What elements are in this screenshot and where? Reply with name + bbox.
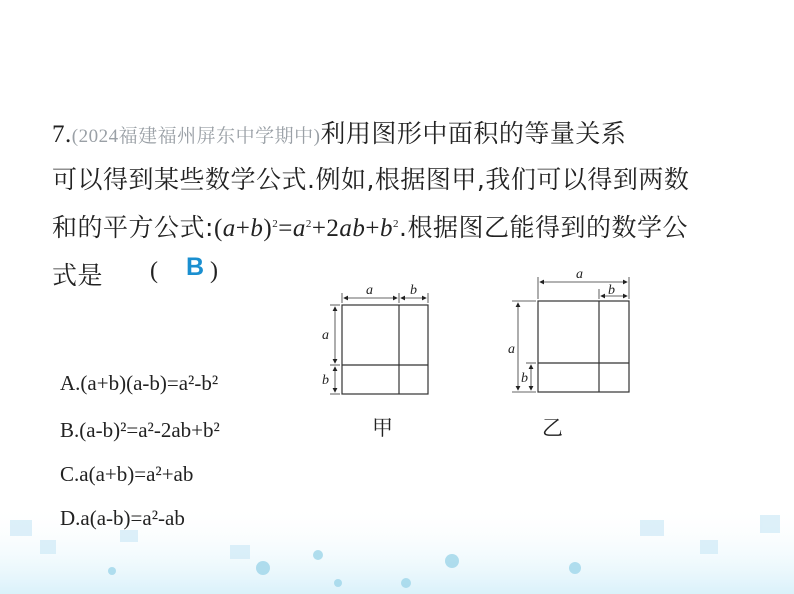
yi-outer-square bbox=[538, 301, 629, 392]
question-text-1: 利用图形中面积的等量关系 bbox=[320, 119, 627, 148]
yi-label-b-top: b bbox=[608, 283, 615, 298]
question-text-3-prefix: 和的平方公式: bbox=[52, 213, 214, 242]
question-text-4: 式是 bbox=[52, 261, 104, 290]
jia-label-b-left: b bbox=[322, 373, 329, 388]
jia-outer-square bbox=[342, 305, 428, 394]
formula-exponent: 2 bbox=[305, 218, 312, 230]
option-expression: (a+b)(a-b)=a²-b² bbox=[80, 371, 219, 395]
yi-label-b-left: b bbox=[521, 371, 528, 386]
formula-exponent: 2 bbox=[272, 218, 279, 230]
option-expression: a(a-b)=a²-ab bbox=[80, 506, 185, 530]
option-d bbox=[60, 506, 185, 531]
option-a bbox=[60, 371, 218, 396]
formula-var: a bbox=[292, 215, 306, 242]
formula-var: b bbox=[352, 215, 366, 242]
figure-yi-caption: 乙 bbox=[542, 416, 563, 440]
question-number: 7. bbox=[52, 121, 72, 148]
question-line-1 bbox=[52, 114, 626, 150]
formula-part: = bbox=[278, 215, 293, 242]
formula-part: + bbox=[235, 215, 251, 242]
option-letter: D. bbox=[60, 506, 81, 530]
option-expression: (a-b)²=a²-2ab+b² bbox=[79, 418, 220, 442]
jia-label-a-top: a bbox=[366, 283, 373, 298]
formula-part: + bbox=[365, 215, 381, 242]
option-letter: C. bbox=[60, 462, 80, 486]
formula-part: ( bbox=[213, 215, 223, 242]
question-line-2 bbox=[52, 160, 689, 196]
answer-value: B bbox=[186, 253, 205, 281]
figure-jia bbox=[300, 275, 460, 405]
formula-var: b bbox=[380, 215, 394, 242]
option-c bbox=[60, 462, 193, 487]
formula-exponent: 2 bbox=[393, 218, 400, 230]
formula-part: ) bbox=[263, 215, 273, 242]
question-line-4 bbox=[52, 256, 103, 292]
answer-open-paren: ( bbox=[150, 258, 158, 284]
formula-var: a bbox=[339, 215, 353, 242]
square-sum-formula bbox=[214, 215, 399, 242]
option-b bbox=[60, 418, 220, 443]
question-text-2: 可以得到某些数学公式.例如,根据图甲,我们可以得到两数 bbox=[52, 165, 690, 194]
option-expression: a(a+b)=a²+ab bbox=[79, 462, 194, 486]
yi-label-a-left: a bbox=[508, 342, 515, 357]
figure-yi bbox=[500, 265, 650, 405]
formula-var: b bbox=[250, 215, 264, 242]
question-line-3 bbox=[52, 208, 688, 244]
yi-label-a-top: a bbox=[576, 267, 583, 282]
option-letter: A. bbox=[60, 371, 81, 395]
option-letter: B. bbox=[60, 418, 80, 442]
question-text-3-suffix: .根据图乙能得到的数学公 bbox=[399, 213, 688, 242]
figure-jia-caption: 甲 bbox=[372, 416, 393, 440]
answer-close-paren: ) bbox=[210, 258, 218, 284]
jia-label-b-top: b bbox=[410, 283, 417, 298]
jia-label-a-left: a bbox=[322, 328, 329, 343]
question-source: (2024福建福州屏东中学期中) bbox=[71, 126, 321, 147]
formula-part: +2 bbox=[311, 215, 340, 242]
formula-var: a bbox=[222, 215, 236, 242]
